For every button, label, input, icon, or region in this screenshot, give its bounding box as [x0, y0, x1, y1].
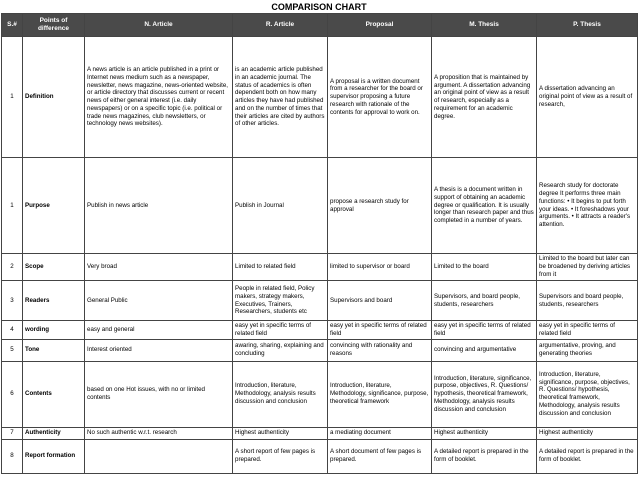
- cell-r-article: People in related field, Policy makers, strategy makers, Executives, Trainers, Researchers, students etc: [233, 281, 328, 321]
- header-p-thesis: P. Thesis: [537, 14, 638, 37]
- header-r-article: R. Article: [233, 14, 328, 37]
- row-point: Scope: [23, 254, 85, 281]
- table-row: [2, 339, 638, 361]
- cell-p-thesis: A dissertation advancing an original point of view as a result of research,: [537, 37, 638, 158]
- row-serial: 8: [2, 439, 23, 473]
- cell-p-thesis: argumentative, proving, and generating theories: [537, 339, 638, 361]
- table-row: [2, 281, 638, 321]
- row-serial: 2: [2, 254, 23, 281]
- cell-m-thesis: Limited to the board: [432, 254, 537, 281]
- cell-r-article: Limited to related field: [233, 254, 328, 281]
- cell-n-article: General Public: [85, 281, 233, 321]
- cell-proposal: A proposal is a written document from a researcher for the board or supervisor proposing a future research with rationale of the contents for approval to work on.: [328, 37, 432, 158]
- cell-m-thesis: easy yet in specific terms of related field: [432, 321, 537, 340]
- cell-proposal: Supervisors and board: [328, 281, 432, 321]
- row-serial: 5: [2, 339, 23, 361]
- comparison-table: [1, 13, 638, 474]
- cell-n-article: A news article is an article published in a print or Internet news medium such as a newspaper, newsletter, news magazine, news-oriented website, or article directory that discusses current or recent news of either general interest (i.e. daily newspapers) or on a specific topic (i.e. political or trade news magazines, club newsletters, or technology news websites).: [85, 37, 233, 158]
- cell-n-article: [85, 439, 233, 473]
- cell-r-article: A short report of few pages is prepared.: [233, 439, 328, 473]
- table-row: [2, 321, 638, 340]
- table-row: [2, 158, 638, 254]
- cell-proposal: A short document of few pages is prepared.: [328, 439, 432, 473]
- cell-p-thesis: easy yet in specific terms of related field: [537, 321, 638, 340]
- header-serial: S.#: [2, 14, 23, 37]
- table-row: [2, 361, 638, 427]
- cell-proposal: a mediating document: [328, 427, 432, 439]
- cell-proposal: convincing with rationality and reasons: [328, 339, 432, 361]
- cell-p-thesis: A detailed report is prepared in the form of booklet.: [537, 439, 638, 473]
- cell-m-thesis: Introduction, literature, significance, purpose, objectives, R. Questions/ hypothesis, theoretical framework, Methodology, analysis results discussion and conclusion: [432, 361, 537, 427]
- cell-proposal: limited to supervisor or board: [328, 254, 432, 281]
- cell-p-thesis: Research study for doctorate degree It performs three main functions: • It begins to put forth your ideas. • It foreshadows your arguments. • It attracts a reader's attention.: [537, 158, 638, 254]
- row-point: Authenticity: [23, 427, 85, 439]
- cell-proposal: propose a research study for approval: [328, 158, 432, 254]
- cell-r-article: Highest authenticity: [233, 427, 328, 439]
- row-serial: 1: [2, 158, 23, 254]
- row-serial: 6: [2, 361, 23, 427]
- table-row: [2, 439, 638, 473]
- cell-r-article: easy yet in specific terms of related field: [233, 321, 328, 340]
- table-row: [2, 427, 638, 439]
- header-row: [2, 14, 638, 37]
- cell-n-article: easy and general: [85, 321, 233, 340]
- cell-p-thesis: Supervisors and board people, students, researchers: [537, 281, 638, 321]
- cell-m-thesis: Supervisors, and board people, students, researchers: [432, 281, 537, 321]
- cell-p-thesis: Introduction, literature, significance, purpose, objectives, R. Questions/ hypothesis, theoretical framework, Methodology, analysis results discussion and conclusion: [537, 361, 638, 427]
- cell-n-article: No such authentic w.r.t. research: [85, 427, 233, 439]
- cell-p-thesis: Highest authenticity: [537, 427, 638, 439]
- cell-n-article: based on one Hot issues, with no or limited contents: [85, 361, 233, 427]
- cell-n-article: Very broad: [85, 254, 233, 281]
- cell-proposal: Introduction, literature, Methodology, significance, purpose, theoretical framework: [328, 361, 432, 427]
- row-point: wording: [23, 321, 85, 340]
- cell-r-article: is an academic article published in an academic journal. The status of academics is often dependent both on how many articles they have had published and on the number of times that their articles are cited by authors of other articles.: [233, 37, 328, 158]
- table-row: [2, 254, 638, 281]
- cell-r-article: Introduction, literature, Methodology, analysis results discussion and conclusion: [233, 361, 328, 427]
- row-point: Definition: [23, 37, 85, 158]
- cell-r-article: awaring, sharing, explaining and concluding: [233, 339, 328, 361]
- header-points: Points of difference: [23, 14, 85, 37]
- row-point: Readers: [23, 281, 85, 321]
- cell-n-article: Interest oriented: [85, 339, 233, 361]
- cell-r-article: Publish in Journal: [233, 158, 328, 254]
- row-point: Tone: [23, 339, 85, 361]
- cell-m-thesis: A thesis is a document written in support of obtaining an academic degree or qualification. It is usually longer than research paper and thus completed in a number of years.: [432, 158, 537, 254]
- row-point: Purpose: [23, 158, 85, 254]
- cell-m-thesis: Highest authenticity: [432, 427, 537, 439]
- cell-p-thesis: Limited to the board but later can be broadened by deriving articles from it: [537, 254, 638, 281]
- row-serial: 4: [2, 321, 23, 340]
- row-serial: 3: [2, 281, 23, 321]
- row-serial: 7: [2, 427, 23, 439]
- cell-proposal: easy yet in specific terms of related field: [328, 321, 432, 340]
- cell-m-thesis: A proposition that is maintained by argument. A dissertation advancing an original point of view as a result of research, especially as a requirement for an academic degree.: [432, 37, 537, 158]
- header-proposal: Proposal: [328, 14, 432, 37]
- cell-m-thesis: A detailed report is prepared in the form of booklet.: [432, 439, 537, 473]
- row-point: Report formation: [23, 439, 85, 473]
- row-point: Contents: [23, 361, 85, 427]
- cell-n-article: Publish in news article: [85, 158, 233, 254]
- row-serial: 1: [2, 37, 23, 158]
- chart-title: COMPARISON CHART: [271, 2, 367, 12]
- table-row: [2, 37, 638, 158]
- header-m-thesis: M. Thesis: [432, 14, 537, 37]
- header-n-article: N. Article: [85, 14, 233, 37]
- cell-m-thesis: convincing and argumentative: [432, 339, 537, 361]
